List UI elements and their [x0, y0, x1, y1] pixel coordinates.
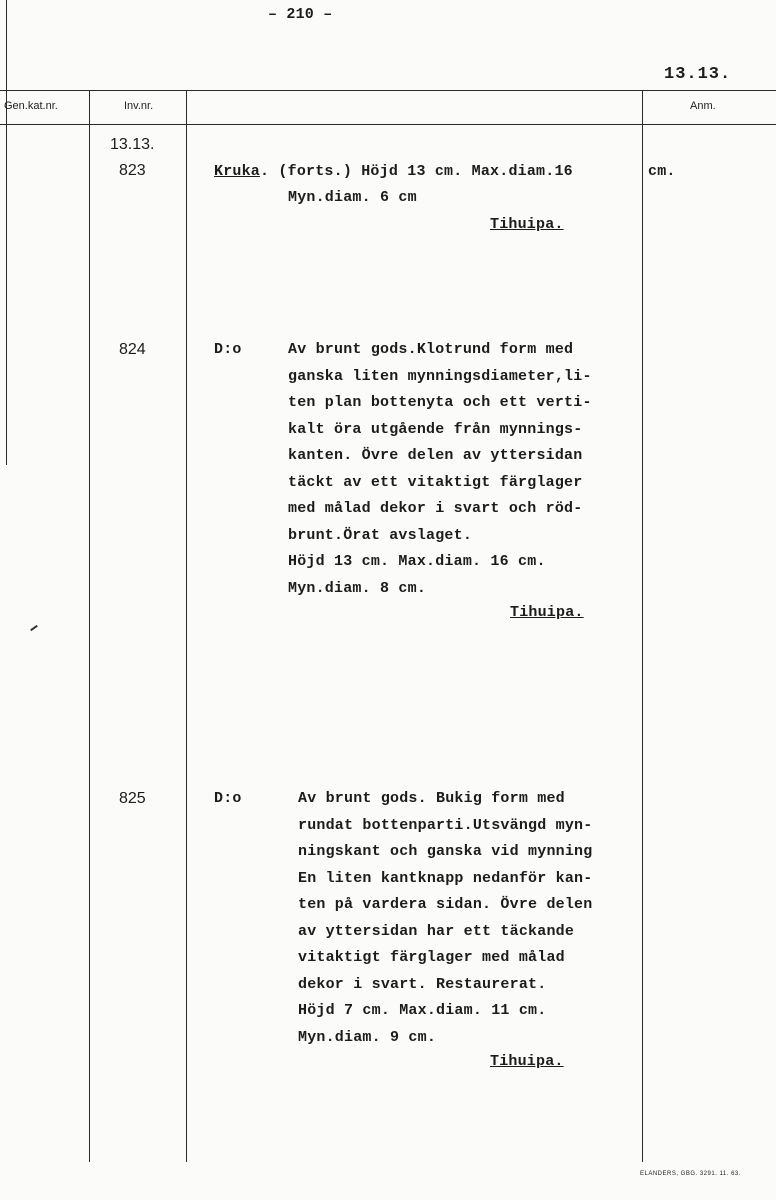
entry-text-line: Myn.diam. 8 cm. [288, 579, 427, 597]
entry-text-line: vitaktigt färglager med målad [298, 949, 565, 966]
header-top-line [0, 90, 776, 91]
entry-text-line: Myn.diam. 9 cm. [298, 1028, 437, 1046]
entry-type: D:o [214, 790, 242, 807]
column-header-gen-kat: Gen.kat.nr. [4, 100, 58, 112]
column-header-inv: Inv.nr. [124, 100, 154, 112]
entry-text-line: kalt öra utgående från mynnings- [288, 420, 583, 438]
entry-text-line: Av brunt gods.Klotrund form med [288, 341, 574, 358]
entry-text-line: brunt.Örat avslaget. [288, 526, 473, 544]
place-name: Tihuipa. [510, 604, 584, 621]
entry-text-line: Höjd 13 cm. Max.diam. 16 cm. [288, 553, 546, 570]
printer-imprint: ELANDERS, GBG. 3291. 11. 63. [640, 1171, 741, 1177]
inv-number: 823 [119, 162, 146, 179]
column-divider-inv [89, 90, 90, 1162]
entry-text-line: kanten. Övre delen av yttersidan [288, 447, 583, 464]
start-code: 13.13. [110, 136, 155, 153]
entry-text-line: Höjd 7 cm. Max.diam. 11 cm. [298, 1002, 547, 1019]
entry-type: D:o [214, 341, 242, 358]
entry-text-line: rundat bottenparti.Utsvängd myn- [298, 816, 593, 834]
entry-text-line: ten på vardera sidan. Övre delen [298, 896, 593, 913]
anm-note: cm. [648, 163, 676, 180]
inv-number: 824 [119, 341, 146, 358]
entry-text-line: täckt av ett vitaktigt färglager [288, 473, 583, 491]
entry-text-line: ganska liten mynningsdiameter,li- [288, 367, 592, 385]
entry-text-line: ten plan bottenyta och ett verti- [288, 394, 592, 411]
place-name: Tihuipa. [490, 216, 564, 233]
entry-text-line: ningskant och ganska vid mynning [298, 843, 593, 860]
header-bottom-line [0, 124, 776, 125]
entry-text-line: dekor i svart. Restaurerat. [298, 975, 547, 993]
inv-number: 825 [119, 790, 146, 807]
entry-continuation: . (forts.) Höjd 13 cm. Max.diam.16 [260, 163, 573, 180]
column-divider-anm [642, 90, 643, 1162]
left-margin-line [6, 0, 7, 465]
entry-text-line: En liten kantknapp nedanför kan- [298, 869, 593, 887]
entry-text-line: med målad dekor i svart och röd- [288, 500, 583, 517]
column-divider-text [186, 90, 187, 1162]
entry-description [288, 337, 592, 602]
entry-text-line: Myn.diam. 6 cm [288, 189, 417, 206]
entry-text-line: Av brunt gods. Bukig form med [298, 790, 565, 807]
section-code: 13.13. [664, 65, 732, 84]
column-header-anm: Anm. [690, 100, 716, 112]
object-name: Kruka [214, 163, 261, 180]
stray-pen-mark [30, 625, 38, 631]
entry-text-line: av yttersidan har ett täckande [298, 922, 575, 940]
place-name: Tihuipa. [490, 1053, 564, 1070]
page-number: – 210 – [268, 6, 333, 23]
entry-description [298, 786, 592, 1051]
entry-text-line [214, 159, 573, 186]
